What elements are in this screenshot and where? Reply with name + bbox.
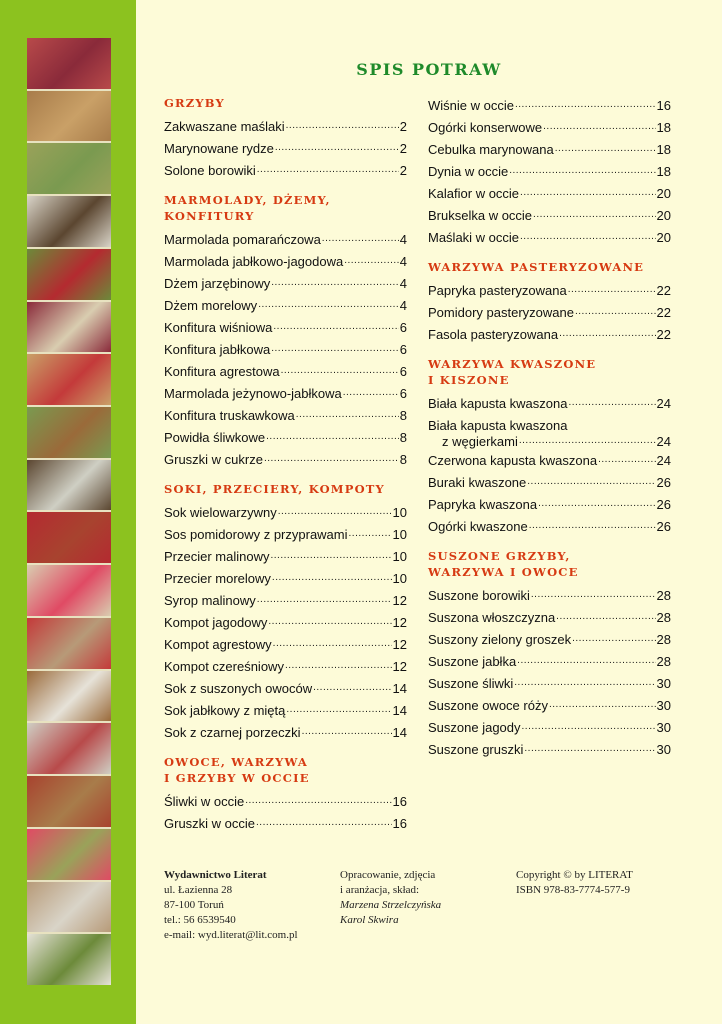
section-heading-line: WARZYWA KWASZONE	[428, 357, 597, 371]
toc-entry-name: Pomidory pasteryzowane	[428, 305, 574, 320]
toc-entry[interactable]	[428, 161, 671, 183]
dot-leader	[527, 471, 655, 493]
toc-entry[interactable]	[428, 227, 671, 249]
dot-leader	[275, 137, 399, 159]
section-heading-line: OWOCE, WARZYWA	[164, 755, 309, 769]
food-photo	[27, 460, 111, 513]
publisher-info	[164, 868, 298, 943]
credits-info	[340, 868, 441, 928]
toc-entry-name: Powidła śliwkowe	[164, 430, 266, 445]
toc-entry-name: Przecier morelowy	[164, 571, 271, 586]
toc-entry-page: 16	[392, 794, 407, 809]
dot-leader	[520, 226, 656, 248]
toc-entry[interactable]	[164, 339, 407, 361]
dot-leader	[543, 116, 655, 138]
toc-entry-page: 24	[656, 396, 671, 411]
toc-entry-page: 16	[392, 816, 407, 831]
credits-author2: Karol Skwira	[340, 914, 399, 926]
section-heading-line: SUSZONE GRZYBY,	[428, 549, 571, 563]
toc-entry-name: Syrop malinowy	[164, 593, 256, 608]
toc-entry[interactable]	[428, 494, 671, 516]
credits-line2: i aranżacja, skład:	[340, 884, 420, 896]
toc-entry-page: 28	[656, 632, 671, 647]
isbn-line: ISBN 978-83-7774-577-9	[516, 884, 630, 896]
dot-leader	[533, 204, 655, 226]
toc-entry[interactable]	[428, 629, 671, 651]
toc-entry[interactable]	[428, 139, 671, 161]
toc-entry-name-cont: z węgierkami	[442, 434, 518, 449]
toc-entry-name: Brukselka w occie	[428, 208, 533, 223]
toc-entry-name: Kompot agrestowy	[164, 637, 272, 652]
toc-entry-page: 24	[656, 453, 671, 468]
toc-entry-name: Suszona włoszczyzna	[428, 610, 556, 625]
toc-entry[interactable]	[428, 472, 671, 494]
toc-entry-name: Kompot czereśniowy	[164, 659, 284, 674]
toc-entry-page: 24	[656, 434, 671, 449]
toc-entry-name: Suszone jagody	[428, 720, 521, 735]
toc-entry-name: Konfitura wiśniowa	[164, 320, 273, 335]
toc-entry-page: 4	[399, 254, 407, 269]
toc-entry[interactable]	[164, 138, 407, 160]
toc-entry-page: 30	[656, 698, 671, 713]
toc-entry-name: Marmolada jeżynowo-jabłkowa	[164, 386, 342, 401]
dot-leader	[296, 404, 399, 426]
toc-entry-page: 30	[656, 720, 671, 735]
toc-entry-name: Kompot jagodowy	[164, 615, 268, 630]
page-title: SPIS POTRAW	[356, 60, 502, 79]
food-photo	[27, 143, 111, 196]
food-photo	[27, 196, 111, 249]
food-photo	[27, 91, 111, 144]
toc-entry-name: Ogórki kwaszone	[428, 519, 528, 534]
section-heading-line: WARZYWA PASTERYZOWANE	[428, 260, 645, 274]
toc-entry-page: 4	[399, 232, 407, 247]
toc-entry-page: 20	[656, 208, 671, 223]
toc-entry[interactable]	[164, 700, 407, 722]
dot-leader	[522, 716, 656, 738]
toc-entry-name: Papryka pasteryzowana	[428, 283, 567, 298]
toc-entry[interactable]	[428, 695, 671, 717]
toc-entry-name: Dynia w occie	[428, 164, 509, 179]
dot-leader	[520, 182, 655, 204]
toc-entry[interactable]	[164, 722, 407, 744]
toc-entry-name: Konfitura agrestowa	[164, 364, 280, 379]
toc-entry[interactable]	[164, 524, 407, 546]
toc-entry-name: Dżem morelowy	[164, 298, 258, 313]
toc-entry-name: Przecier malinowy	[164, 549, 270, 564]
toc-entry[interactable]	[164, 791, 407, 813]
toc-entry[interactable]	[164, 295, 407, 317]
food-photo	[27, 354, 111, 407]
toc-entry[interactable]	[164, 317, 407, 339]
dot-leader	[272, 567, 392, 589]
dot-leader	[529, 515, 656, 537]
toc-entry[interactable]	[428, 95, 671, 117]
dot-leader	[343, 382, 399, 404]
section-heading	[428, 548, 671, 580]
toc-entry[interactable]	[164, 361, 407, 383]
publisher-city: 87-100 Toruń	[164, 899, 224, 911]
toc-entry[interactable]	[164, 813, 407, 835]
section-heading-line: I KISZONE	[428, 373, 510, 387]
toc-entry-page: 4	[399, 298, 407, 313]
toc-entry[interactable]	[164, 656, 407, 678]
toc-entry-name: Śliwki w occie	[164, 794, 245, 809]
toc-entry[interactable]	[428, 607, 671, 629]
dot-leader	[549, 694, 656, 716]
dot-leader	[257, 589, 392, 611]
toc-entry[interactable]	[428, 117, 671, 139]
dot-leader	[273, 633, 392, 655]
toc-entry-name: Ogórki konserwowe	[428, 120, 543, 135]
toc-entry[interactable]	[428, 739, 671, 761]
food-photo	[27, 302, 111, 355]
dot-leader	[559, 323, 655, 345]
food-photo	[27, 723, 111, 776]
dot-leader	[519, 433, 656, 449]
dot-leader	[270, 545, 391, 567]
publisher-phone: tel.: 56 6539540	[164, 914, 236, 926]
toc-entry-page: 10	[392, 571, 407, 586]
toc-entry[interactable]	[428, 516, 671, 538]
food-photo	[27, 671, 111, 724]
toc-entry[interactable]	[164, 568, 407, 590]
toc-entry-page: 18	[656, 120, 671, 135]
toc-entry-name: Gruszki w cukrze	[164, 452, 263, 467]
dot-leader	[598, 449, 655, 471]
toc-entry-name: Fasola pasteryzowana	[428, 327, 559, 342]
dot-leader	[555, 138, 656, 160]
publisher-street: ul. Łazienna 28	[164, 884, 233, 896]
toc-entry-name: Sok jabłkowy z miętą	[164, 703, 286, 718]
dot-leader	[568, 392, 655, 414]
toc-entry-page: 6	[399, 364, 407, 379]
dot-leader	[266, 426, 399, 448]
toc-entry-name: Maślaki w occie	[428, 230, 520, 245]
toc-entry-page: 12	[392, 659, 407, 674]
toc-entry-page: 18	[656, 142, 671, 157]
toc-entry-page: 22	[656, 305, 671, 320]
toc-entry-name: Konfitura jabłkowa	[164, 342, 271, 357]
toc-entry-name: Marmolada pomarańczowa	[164, 232, 321, 247]
toc-entry[interactable]	[164, 229, 407, 251]
toc-entry-page: 6	[399, 386, 407, 401]
toc-entry[interactable]	[164, 116, 407, 138]
toc-entry[interactable]	[164, 251, 407, 273]
dot-leader	[256, 812, 392, 834]
toc-entry[interactable]	[428, 280, 671, 302]
toc-entry-name: Sok z suszonych owoców	[164, 681, 313, 696]
toc-entry[interactable]	[164, 502, 407, 524]
toc-entry-name: Suszone borowiki	[428, 588, 530, 603]
credits-author1: Marzena Strzelczyńska	[340, 899, 442, 911]
toc-entry-name: Suszone jabłka	[428, 654, 517, 669]
toc-entry-name: Dżem jarzębinowy	[164, 276, 271, 291]
dot-leader	[531, 584, 656, 606]
toc-entry-page: 26	[656, 519, 671, 534]
toc-entry-page: 18	[656, 164, 671, 179]
toc-entry-page: 8	[399, 452, 407, 467]
food-photo	[27, 934, 111, 985]
dot-leader	[268, 611, 391, 633]
toc-entry-name: Buraki kwaszone	[428, 475, 527, 490]
toc-entry[interactable]	[164, 427, 407, 449]
section-heading	[428, 356, 671, 388]
toc-entry-name: Sok wielowarzywny	[164, 505, 277, 520]
toc-entry-page: 20	[656, 186, 671, 201]
food-photo	[27, 565, 111, 618]
dot-leader	[514, 672, 655, 694]
toc-entry[interactable]	[428, 205, 671, 227]
section-heading	[164, 481, 407, 497]
food-photo	[27, 512, 111, 565]
toc-entry-page: 30	[656, 676, 671, 691]
copyright-line: Copyright © by LITERAT	[516, 869, 633, 881]
section-heading	[164, 754, 407, 786]
toc-entry-name: Sos pomidorowy z przyprawami	[164, 527, 348, 542]
section-heading-line: GRZYBY	[164, 96, 225, 110]
toc-entry-page: 8	[399, 430, 407, 445]
toc-entry[interactable]	[164, 160, 407, 182]
dot-leader	[524, 738, 655, 760]
toc-entry[interactable]	[164, 273, 407, 295]
dot-leader	[273, 316, 398, 338]
toc-entry-page: 4	[399, 276, 407, 291]
toc-entry[interactable]	[428, 183, 671, 205]
toc-entry-name: Papryka kwaszona	[428, 497, 538, 512]
toc-entry-page: 14	[392, 681, 407, 696]
toc-entry-page: 14	[392, 725, 407, 740]
toc-entry-page: 10	[392, 527, 407, 542]
toc-entry-page: 28	[656, 654, 671, 669]
toc-entry[interactable]	[164, 590, 407, 612]
dot-leader	[257, 159, 399, 181]
dot-leader	[302, 721, 392, 743]
section-heading-line: KONFITURY	[164, 209, 255, 223]
toc-entry[interactable]	[428, 393, 671, 415]
section-heading-line: SOKI, PRZECIERY, KOMPOTY	[164, 482, 385, 496]
toc-entry-page: 22	[656, 283, 671, 298]
toc-entry[interactable]	[164, 383, 407, 405]
toc-entry[interactable]	[428, 450, 671, 472]
food-photo	[27, 407, 111, 460]
toc-entry[interactable]	[428, 717, 671, 739]
section-heading	[428, 259, 671, 275]
toc-entry-page: 22	[656, 327, 671, 342]
dot-leader	[517, 650, 655, 672]
toc-entry-page: 12	[392, 637, 407, 652]
dot-leader	[509, 160, 655, 182]
toc-entry[interactable]	[164, 678, 407, 700]
toc-entry[interactable]	[428, 302, 671, 324]
dot-leader	[285, 655, 392, 677]
toc-entry-name: Konfitura truskawkowa	[164, 408, 295, 423]
toc-entry-page: 2	[399, 163, 407, 178]
dot-leader	[538, 493, 655, 515]
toc-entry-name: Biała kapusta kwaszona	[428, 396, 568, 411]
toc-entry-page: 10	[392, 549, 407, 564]
section-heading-line: MARMOLADY, DŻEMY,	[164, 193, 331, 207]
toc-entry-page: 26	[656, 475, 671, 490]
toc-entry[interactable]	[164, 546, 407, 568]
toc-entry-page: 6	[399, 342, 407, 357]
toc-entry-page: 14	[392, 703, 407, 718]
toc-entry-name: Cebulka marynowana	[428, 142, 554, 157]
toc-entry[interactable]	[164, 634, 407, 656]
toc-entry-page: 2	[399, 141, 407, 156]
toc-entry-name: Suszone gruszki	[428, 742, 524, 757]
dot-leader	[313, 677, 391, 699]
dot-leader	[286, 699, 391, 721]
toc-entry-page: 8	[399, 408, 407, 423]
section-heading	[164, 95, 407, 111]
food-photo	[27, 776, 111, 829]
toc-entry[interactable]	[428, 673, 671, 695]
toc-entry-name: Solone borowiki	[164, 163, 256, 178]
toc-entry-page: 26	[656, 497, 671, 512]
toc-entry[interactable]	[428, 415, 671, 450]
dot-leader	[515, 94, 656, 116]
dot-leader	[349, 523, 392, 545]
toc-entry[interactable]	[428, 651, 671, 673]
toc-entry-name: Suszone owoce róży	[428, 698, 548, 713]
photo-strip	[27, 38, 111, 985]
food-photo	[27, 829, 111, 882]
food-photo	[27, 38, 111, 91]
dot-leader	[344, 250, 399, 272]
toc-entry-name: Gruszki w occie	[164, 816, 256, 831]
toc-right-column	[428, 95, 671, 761]
toc-left-column	[164, 95, 407, 835]
toc-entry-page: 6	[399, 320, 407, 335]
toc-entry[interactable]	[164, 612, 407, 634]
dot-leader	[568, 279, 656, 301]
toc-entry-page: 12	[392, 593, 407, 608]
section-heading-line: I GRZYBY W OCCIE	[164, 771, 310, 785]
dot-leader	[286, 115, 399, 137]
dot-leader	[271, 338, 399, 360]
dot-leader	[575, 301, 656, 323]
food-photo	[27, 249, 111, 302]
toc-entry-page: 2	[399, 119, 407, 134]
toc-entry[interactable]	[428, 585, 671, 607]
toc-entry-page: 12	[392, 615, 407, 630]
copyright-info	[516, 868, 633, 898]
dot-leader	[264, 448, 399, 470]
publisher-name: Wydawnictwo Literat	[164, 869, 267, 881]
food-photo	[27, 618, 111, 671]
toc-entry-name: Marynowane rydze	[164, 141, 274, 156]
toc-entry-name: Sok z czarnej porzeczki	[164, 725, 301, 740]
sidebar-bar	[0, 0, 136, 1024]
dot-leader	[258, 294, 399, 316]
dot-leader	[281, 360, 399, 382]
credits-line1: Opracowanie, zdjęcia	[340, 869, 436, 881]
section-heading-line: WARZYWA I OWOCE	[428, 565, 579, 579]
toc-entry-name: Kalafior w occie	[428, 186, 520, 201]
toc-entry-name: Suszony zielony groszek	[428, 632, 572, 647]
toc-entry-page: 16	[656, 98, 671, 113]
toc-entry-page: 20	[656, 230, 671, 245]
dot-leader	[572, 628, 655, 650]
food-photo	[27, 882, 111, 935]
publisher-email: e-mail: wyd.literat@lit.com.pl	[164, 929, 298, 941]
toc-entry-name: Biała kapusta kwaszona	[428, 418, 568, 433]
toc-entry-page: 28	[656, 588, 671, 603]
toc-entry-name: Wiśnie w occie	[428, 98, 514, 113]
dot-leader	[271, 272, 399, 294]
toc-entry[interactable]	[164, 449, 407, 471]
toc-entry-page: 28	[656, 610, 671, 625]
toc-entry-name: Zakwaszane maślaki	[164, 119, 285, 134]
dot-leader	[245, 790, 391, 812]
toc-entry-name: Marmolada jabłkowo-jagodowa	[164, 254, 344, 269]
toc-entry[interactable]	[164, 405, 407, 427]
toc-entry-name: Suszone śliwki	[428, 676, 514, 691]
section-heading	[164, 192, 407, 224]
dot-leader	[556, 606, 655, 628]
dot-leader	[322, 228, 399, 250]
toc-entry-name: Czerwona kapusta kwaszona	[428, 453, 598, 468]
dot-leader	[278, 501, 392, 523]
toc-entry-page: 10	[392, 505, 407, 520]
toc-entry[interactable]	[428, 324, 671, 346]
toc-entry-page: 30	[656, 742, 671, 757]
